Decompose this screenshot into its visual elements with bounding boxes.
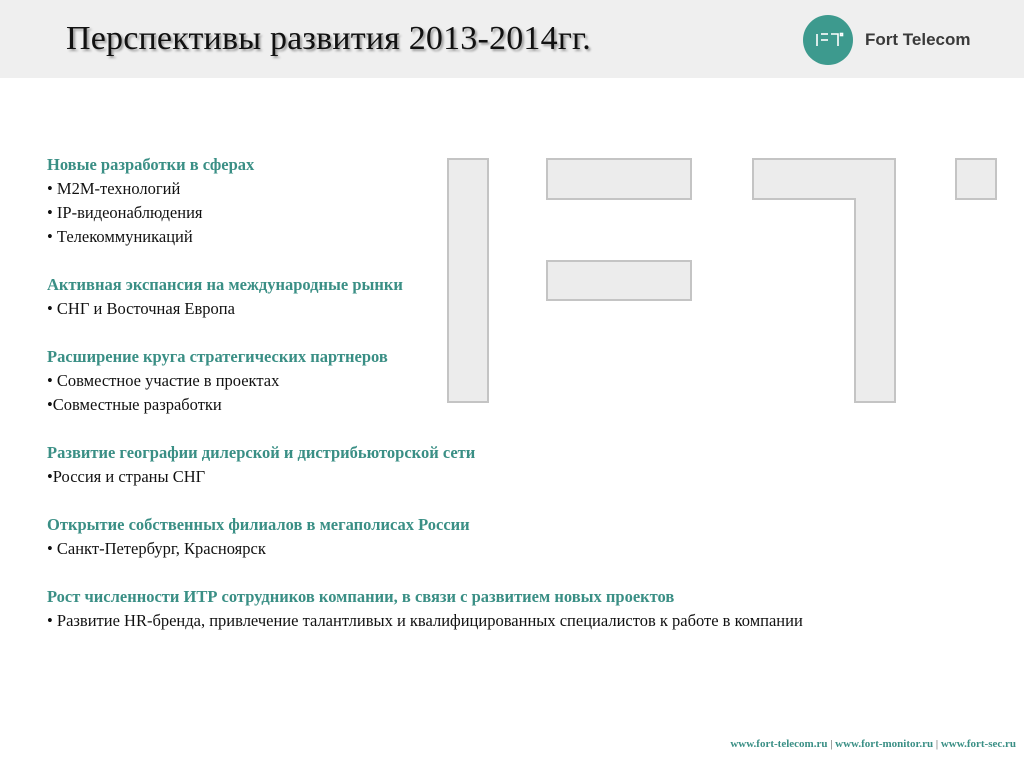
bullet-item: • IP-видеонаблюдения xyxy=(47,203,203,222)
footer-link[interactable]: www.fort-monitor.ru xyxy=(835,738,934,750)
bullet-item: •Россия и страны СНГ xyxy=(47,467,206,486)
bullet-item: • М2М-технологий xyxy=(47,179,181,198)
section xyxy=(47,345,1007,417)
logo-name: Fort Telecom xyxy=(865,30,971,49)
section-heading: Активная экспансия на международные рынки xyxy=(47,275,403,294)
bullet-item: • Телекоммуникаций xyxy=(47,227,193,246)
section-heading: Расширение круга стратегических партнеров xyxy=(47,347,388,366)
bullet-item: • Совместное участие в проектах xyxy=(47,371,280,390)
section xyxy=(47,585,1007,633)
page-title: Перспективы развития 2013-2014гг. xyxy=(66,20,591,57)
footer-links xyxy=(730,738,1016,750)
bullet-item: • Развитие HR-бренда, привлечение талантливых и квалифицированных специалистов к работе в компании xyxy=(47,611,803,630)
bullet-item: • СНГ и Восточная Европа xyxy=(47,299,235,318)
content-list xyxy=(47,153,1007,657)
footer-separator: | xyxy=(830,738,833,750)
section-heading: Новые разработки в сферах xyxy=(47,155,255,174)
section xyxy=(47,513,1007,561)
section-heading: Открытие собственных филиалов в мегаполисах России xyxy=(47,515,470,534)
section-heading: Рост численности ИТР сотрудников компании, в связи с развитием новых проектов xyxy=(47,587,675,606)
footer-link[interactable]: www.fort-telecom.ru xyxy=(730,738,828,750)
section xyxy=(47,273,1007,321)
bullet-item: • Санкт-Петербург, Красноярск xyxy=(47,539,266,558)
section-heading: Развитие географии дилерской и дистрибьюторской сети xyxy=(47,443,476,462)
bullet-item: •Совместные разработки xyxy=(47,395,222,414)
footer-separator: | xyxy=(935,738,939,750)
section xyxy=(47,153,1007,249)
section xyxy=(47,441,1007,489)
footer-link[interactable]: www.fort-sec.ru xyxy=(940,738,1016,750)
